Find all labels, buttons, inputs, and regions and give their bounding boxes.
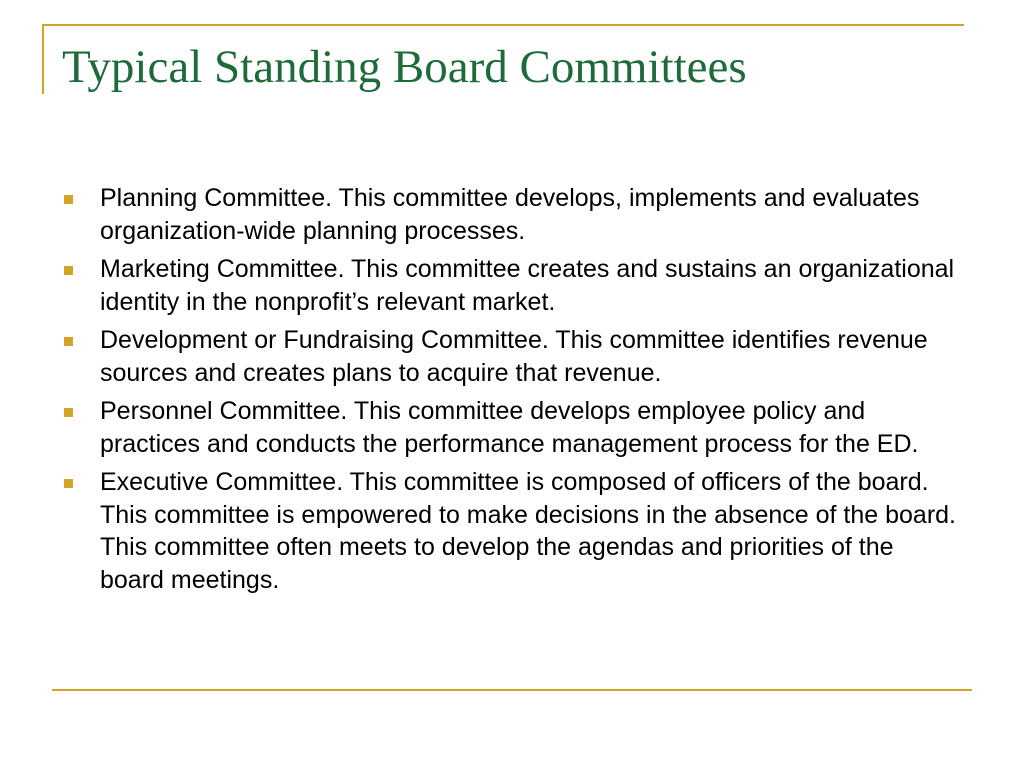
bottom-rule	[52, 689, 972, 691]
slide-title: Typical Standing Board Committees	[62, 41, 747, 93]
bullet-text: Executive Committee. This committee is composed of officers of the board. This committee is empowered to make decisions in the absence of the board. This committee often meets to develop the agendas and priorities of the board meetings.	[100, 468, 956, 594]
square-bullet-icon	[64, 479, 73, 488]
list-item-planning-committee	[62, 182, 962, 247]
list-item-personnel-committee	[62, 395, 962, 460]
bullet-list	[62, 182, 962, 602]
square-bullet-icon	[64, 266, 73, 275]
list-item-marketing-committee	[62, 253, 962, 318]
bullet-text: Development or Fundraising Committee. This committee identifies revenue sources and creates plans to acquire that revenue.	[100, 326, 928, 387]
bullet-text: Personnel Committee. This committee develops employee policy and practices and conducts the performance management process for the ED.	[100, 397, 919, 458]
square-bullet-icon	[64, 408, 73, 417]
top-rule	[42, 24, 964, 26]
list-item-executive-committee	[62, 466, 962, 596]
list-item-development-committee	[62, 324, 962, 389]
bullet-text: Marketing Committee. This committee creates and sustains an organizational identity in the nonprofit’s relevant market.	[100, 255, 955, 316]
bullet-text: Planning Committee. This committee develops, implements and evaluates organization-wide planning processes.	[100, 184, 920, 245]
square-bullet-icon	[64, 195, 73, 204]
square-bullet-icon	[64, 337, 73, 346]
left-rule	[42, 24, 44, 94]
